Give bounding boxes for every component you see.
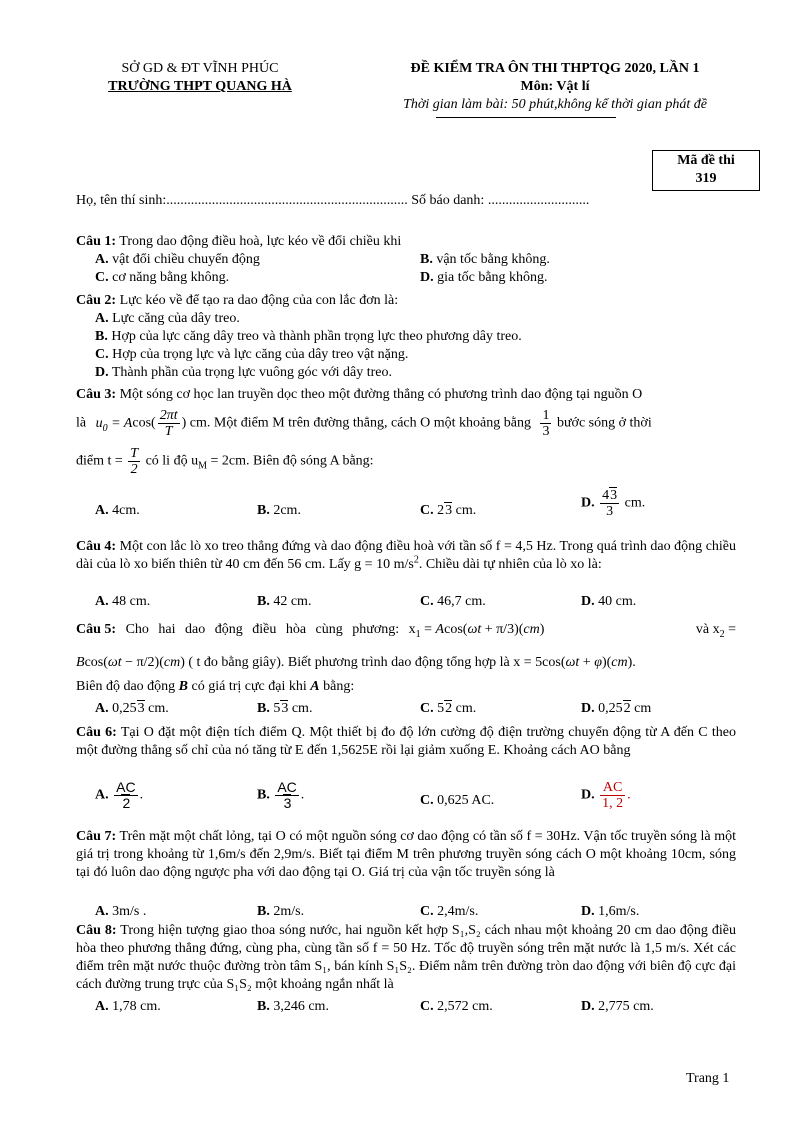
question-5: Câu 5: Cho hai dao động điều hòa cùng phương: $x_1 = Acos(\omega t + \pi/3)(cm)$ và $x_2$ = xyxy=(76,622,736,640)
page-number: Trang 1 xyxy=(686,1071,730,1086)
q4-option-a[interactable]: A. 48 cm. xyxy=(95,594,151,609)
subject: Môn: Vật lí xyxy=(520,79,590,94)
q6-option-a[interactable]: A. $\frac{AC}{2}$ . xyxy=(95,779,144,811)
q5-option-b[interactable]: B. 53 cm. xyxy=(257,701,313,716)
q5-line-2: Bcos(ωt − π/2)(cm) ( t đo bằng giây). Biết phương trình dao động tổng hợp là x = 5cos(ωt + φ)(cm). xyxy=(76,655,636,670)
question-6: Câu 6: Tại O đặt một điện tích điểm Q. Một thiết bị đo độ lớn cường độ điện trường chuyển động từ A đến C theo một đường thẳng số chỉ của nó tăng từ E đến 1,5625E rồi lại giảm xuống E. Khoảng cách AO bằng xyxy=(76,725,736,758)
q5-option-a[interactable]: A. 0,253 cm. xyxy=(95,701,169,716)
school-name: TRƯỜNG THPT QUANG HÀ xyxy=(108,79,292,94)
q2-option-b[interactable]: B. Hợp của lực căng dây treo và thành phần trọng lực theo phương dây treo. xyxy=(95,329,522,344)
question-8: Câu 8: Trong hiện tượng giao thoa sóng nước, hai nguồn kết hợp S₁,S₂ cách nhau một khoảng 20 cm dao động điều hòa theo phương thẳng đứng, cùng pha, cùng tần số f = 50 Hz. Tốc độ truyền sóng trên mặt nước là 1,5 m/s. Xét các điểm trên mặt nước thuộc đường tròn tâm S₁, bán kính S₁S₂. Điểm nằm trên đường tròn dao động với biên độ cực đại cách đường trung trực của S₁S₂ một khoảng ngắn nhất là xyxy=(76,923,737,992)
header-rule xyxy=(436,117,616,118)
q7-option-b[interactable]: B. 2m/s. xyxy=(257,904,305,919)
q7-option-d[interactable]: D. 1,6m/s. xyxy=(581,904,640,919)
q2-option-d[interactable]: D. Thành phần của trọng lực vuông góc với dây treo. xyxy=(95,365,393,380)
q8-option-a[interactable]: A. 1,78 cm. xyxy=(95,999,161,1014)
q3-option-b[interactable]: B. 2cm. xyxy=(257,503,301,518)
question-4: Câu 4: Một con lắc lò xo treo thẳng đứng và dao động điều hoà với tần số f = 4,5 Hz. Trong quá trình dao động chiều dài của lò xo biến thiên từ 40 cm đến 56 cm. Lấy g = 10 $m/s^2$. Chiều dài tự nhiên của lò xo là: xyxy=(76,539,737,572)
question-7: Câu 7: Trên mặt một chất lỏng, tại O có một nguồn sóng cơ dao động có tần số f = 30Hz. Vận tốc truyền sóng là một giá trị trong khoảng từ 1,6m/s đến 2,9m/s. Biết tại điểm M trên phương truyền sóng cách O một khoảng 10cm, sóng tại đó luôn dao động ngược pha với dao động tại O. Giá trị của vận tốc truyền sóng là xyxy=(76,829,736,880)
q4-option-d[interactable]: D. 40 cm. xyxy=(581,594,637,609)
q2-text: Lực kéo về để tạo ra dao động của con lắc đơn là: xyxy=(116,293,399,308)
exam-code-value: 319 xyxy=(695,171,717,186)
q3-option-d[interactable]: D. $\frac{43}{3}$ cm. xyxy=(581,488,646,519)
q1-label: Câu 1: xyxy=(76,234,117,249)
q7-option-c[interactable]: C. 2,4m/s. xyxy=(420,904,479,919)
question-1 xyxy=(76,233,736,251)
dept-name: SỞ GD & ĐT VĨNH PHÚC xyxy=(121,61,279,76)
q5-option-c[interactable]: C. 52 cm. xyxy=(420,701,477,716)
q6-option-b[interactable]: B. $\frac{AC}{3}$ . xyxy=(257,779,305,811)
q2-label: Câu 2: xyxy=(76,293,117,308)
q2-option-c[interactable]: C. Hợp của trọng lực và lực căng của dây treo vật nặng. xyxy=(95,347,409,362)
q3-source-eq: $u_0 = A$ xyxy=(95,415,133,434)
exam-time: Thời gian làm bài: 50 phút,không kể thời gian phát đề xyxy=(403,97,707,112)
exam-code-label: Mã đề thi xyxy=(677,153,735,168)
question-3: Câu 3: Một sóng cơ học lan truyền dọc theo một đường thẳng có phương trình dao động tại nguồn O xyxy=(76,387,643,402)
q7-option-a[interactable]: A. 3m/s . xyxy=(95,904,147,919)
q8-option-b[interactable]: B. 3,246 cm. xyxy=(257,999,329,1014)
q6-option-d[interactable]: D. $\frac{AC}{1, 2}$ . xyxy=(581,780,631,811)
q1-option-c[interactable]: C. cơ năng bằng không. xyxy=(95,270,230,285)
student-info-line: Họ, tên thí sinh:..................................................................... Số báo danh: ............................. xyxy=(76,193,590,208)
exam-code-box xyxy=(652,150,760,191)
q3-line-2: là $u_0 = Acos$( $\frac{2\pi t}{T}$ ) cm. Một điểm M trên đường thẳng, cách O một khoảng bằng $\frac{1}{3}$ bước sóng ở thời xyxy=(76,408,652,439)
q1-option-a[interactable]: A. vật đổi chiều chuyển động xyxy=(95,252,260,267)
q5-option-d[interactable]: D. 0,252 cm xyxy=(581,701,652,716)
q4-option-b[interactable]: B. 42 cm. xyxy=(257,594,312,609)
q8-option-c[interactable]: C. 2,572 cm. xyxy=(420,999,493,1014)
q3-option-c[interactable]: C. 23 cm. xyxy=(420,503,477,518)
question-2 xyxy=(76,292,736,310)
q2-option-a[interactable]: A. Lực căng của dây treo. xyxy=(95,311,240,326)
q5-line-3: Biên độ dao động B có giá trị cực đại khi A bằng: xyxy=(76,679,355,694)
q4-option-c[interactable]: C. 46,7 cm. xyxy=(420,594,486,609)
q1-text: Trong dao động điều hoà, lực kéo về đổi chiều khi xyxy=(116,234,402,249)
q3-option-a[interactable]: A. 4cm. xyxy=(95,503,140,518)
q6-option-c[interactable]: C. 0,625 AC. xyxy=(420,793,495,808)
q8-option-d[interactable]: D. 2,775 cm. xyxy=(581,999,654,1014)
q1-option-b[interactable]: B. vận tốc bằng không. xyxy=(420,252,550,267)
q1-option-d[interactable]: D. gia tốc bằng không. xyxy=(420,270,548,285)
q3-line-3: điểm t = $\frac{T}{2}$ có li độ $u_M = 2cm$. Biên độ sóng A bằng: xyxy=(76,446,374,477)
exam-title: ĐỀ KIỂM TRA ÔN THI THPTQG 2020, LẦN 1 xyxy=(410,61,700,76)
